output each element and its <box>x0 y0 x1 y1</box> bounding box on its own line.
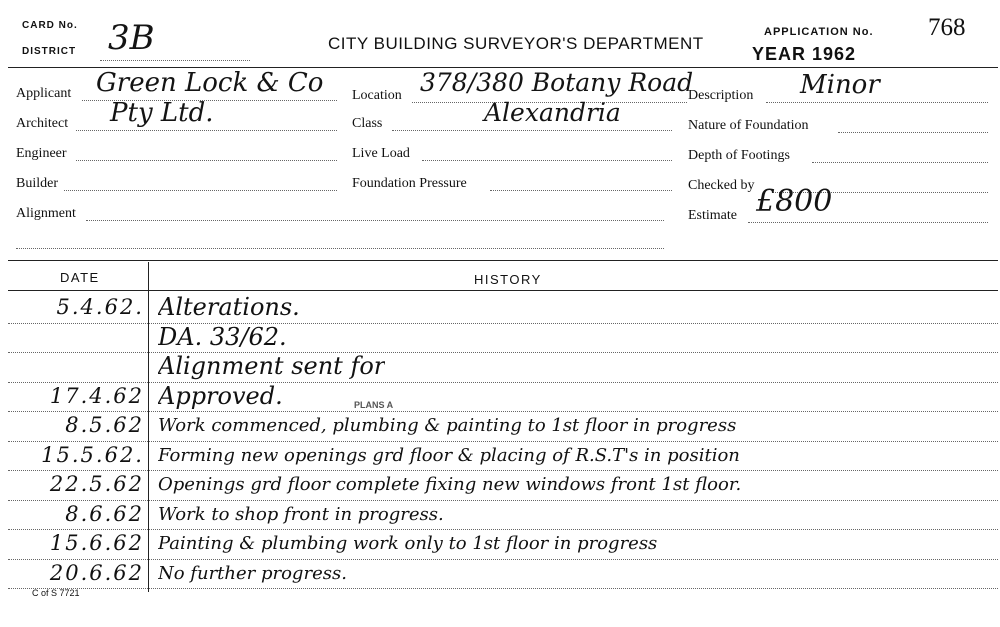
district-label: DISTRICT <box>22 46 77 57</box>
history-entry: Painting & plumbing work only to 1st floor in progress <box>158 533 658 554</box>
history-entry: Work to shop front in progress. <box>158 503 444 525</box>
history-date: 5.4.62. <box>56 295 144 319</box>
history-date: 20.6.62 <box>49 560 144 585</box>
estimate-label: Estimate <box>688 208 737 223</box>
class-value: Alexandria <box>484 98 621 127</box>
history-row-line <box>8 559 998 560</box>
builder-line <box>64 190 337 191</box>
history-entry: Work commenced, plumbing & painting to 1st floor in progress <box>158 415 737 436</box>
architect-label: Architect <box>16 116 69 131</box>
history-row-line <box>8 588 998 589</box>
description-label: Description <box>688 88 754 103</box>
application-number: 768 <box>928 14 966 41</box>
description-value: Minor <box>800 70 880 100</box>
history-entry: No further progress. <box>158 562 347 584</box>
card-no-label: CARD No. <box>22 20 78 31</box>
department-title: CITY BUILDING SURVEYOR'S DEPARTMENT <box>328 34 704 53</box>
history-date: 8.6.62 <box>65 501 144 526</box>
district-value: 3B <box>108 18 155 58</box>
architect-value: Pty Ltd. <box>110 98 214 128</box>
history-date: 15.6.62 <box>49 531 144 555</box>
history-column-header: HISTORY <box>474 272 542 287</box>
depth-line <box>812 162 988 163</box>
history-entry: Forming new openings grd floor & placing of R.S.T's in position <box>158 444 740 466</box>
engineer-line <box>76 160 337 161</box>
estimate-line <box>748 222 988 223</box>
history-entry: Openings grd floor complete fixing new windows front 1st floor. <box>158 474 742 495</box>
history-row-line <box>8 382 998 383</box>
history-row-line <box>8 500 998 501</box>
section-rule <box>8 260 998 261</box>
history-date: 15.5.62. <box>41 442 144 467</box>
nature-of-foundation-label: Nature of Foundation <box>688 118 809 133</box>
history-row-line <box>8 411 998 412</box>
extra-line <box>16 248 664 249</box>
alignment-line <box>86 220 664 221</box>
foundation-pressure-label: Foundation Pressure <box>352 176 467 191</box>
builder-label: Builder <box>16 176 58 191</box>
history-header-rule <box>8 290 998 291</box>
history-row-line <box>8 529 998 530</box>
applicant-label: Applicant <box>16 86 72 101</box>
history-entry: Alignment sent for <box>158 352 386 380</box>
checked-by-label: Checked by <box>688 178 755 193</box>
history-row-line <box>8 441 998 442</box>
class-label: Class <box>352 116 383 131</box>
history-entry: Alterations. <box>158 293 300 321</box>
engineer-label: Engineer <box>16 146 67 161</box>
history-entry: Approved. <box>158 381 283 410</box>
history-row-line <box>8 323 998 324</box>
plans-stamp: PLANS A <box>354 400 394 410</box>
form-code: C of S 7721 <box>32 588 80 598</box>
history-entry: DA. 33/62. <box>158 322 287 351</box>
nature-line <box>838 132 988 133</box>
history-date: 8.5.62 <box>65 413 144 437</box>
class-line <box>392 130 672 131</box>
history-row-line <box>8 352 998 353</box>
foundation-pressure-line <box>490 190 672 191</box>
depth-of-footings-label: Depth of Footings <box>688 148 790 163</box>
history-date: 22.5.62 <box>49 472 144 496</box>
application-label: APPLICATION No. <box>764 26 874 38</box>
estimate-value: £800 <box>756 184 833 219</box>
description-line <box>766 102 988 103</box>
location-value: 378/380 Botany Road <box>420 68 694 97</box>
date-column-divider <box>148 262 149 592</box>
architect-line <box>76 130 337 131</box>
district-line <box>100 60 250 61</box>
live-load-label: Live Load <box>352 146 410 161</box>
applicant-value: Green Lock & Co <box>96 68 324 98</box>
date-column-header: DATE <box>60 270 100 285</box>
location-label: Location <box>352 88 402 103</box>
alignment-label: Alignment <box>16 206 76 221</box>
history-row-line <box>8 470 998 471</box>
live-load-line <box>422 160 672 161</box>
year-label: YEAR 1962 <box>752 44 857 64</box>
history-date: 17.4.62 <box>49 383 144 408</box>
